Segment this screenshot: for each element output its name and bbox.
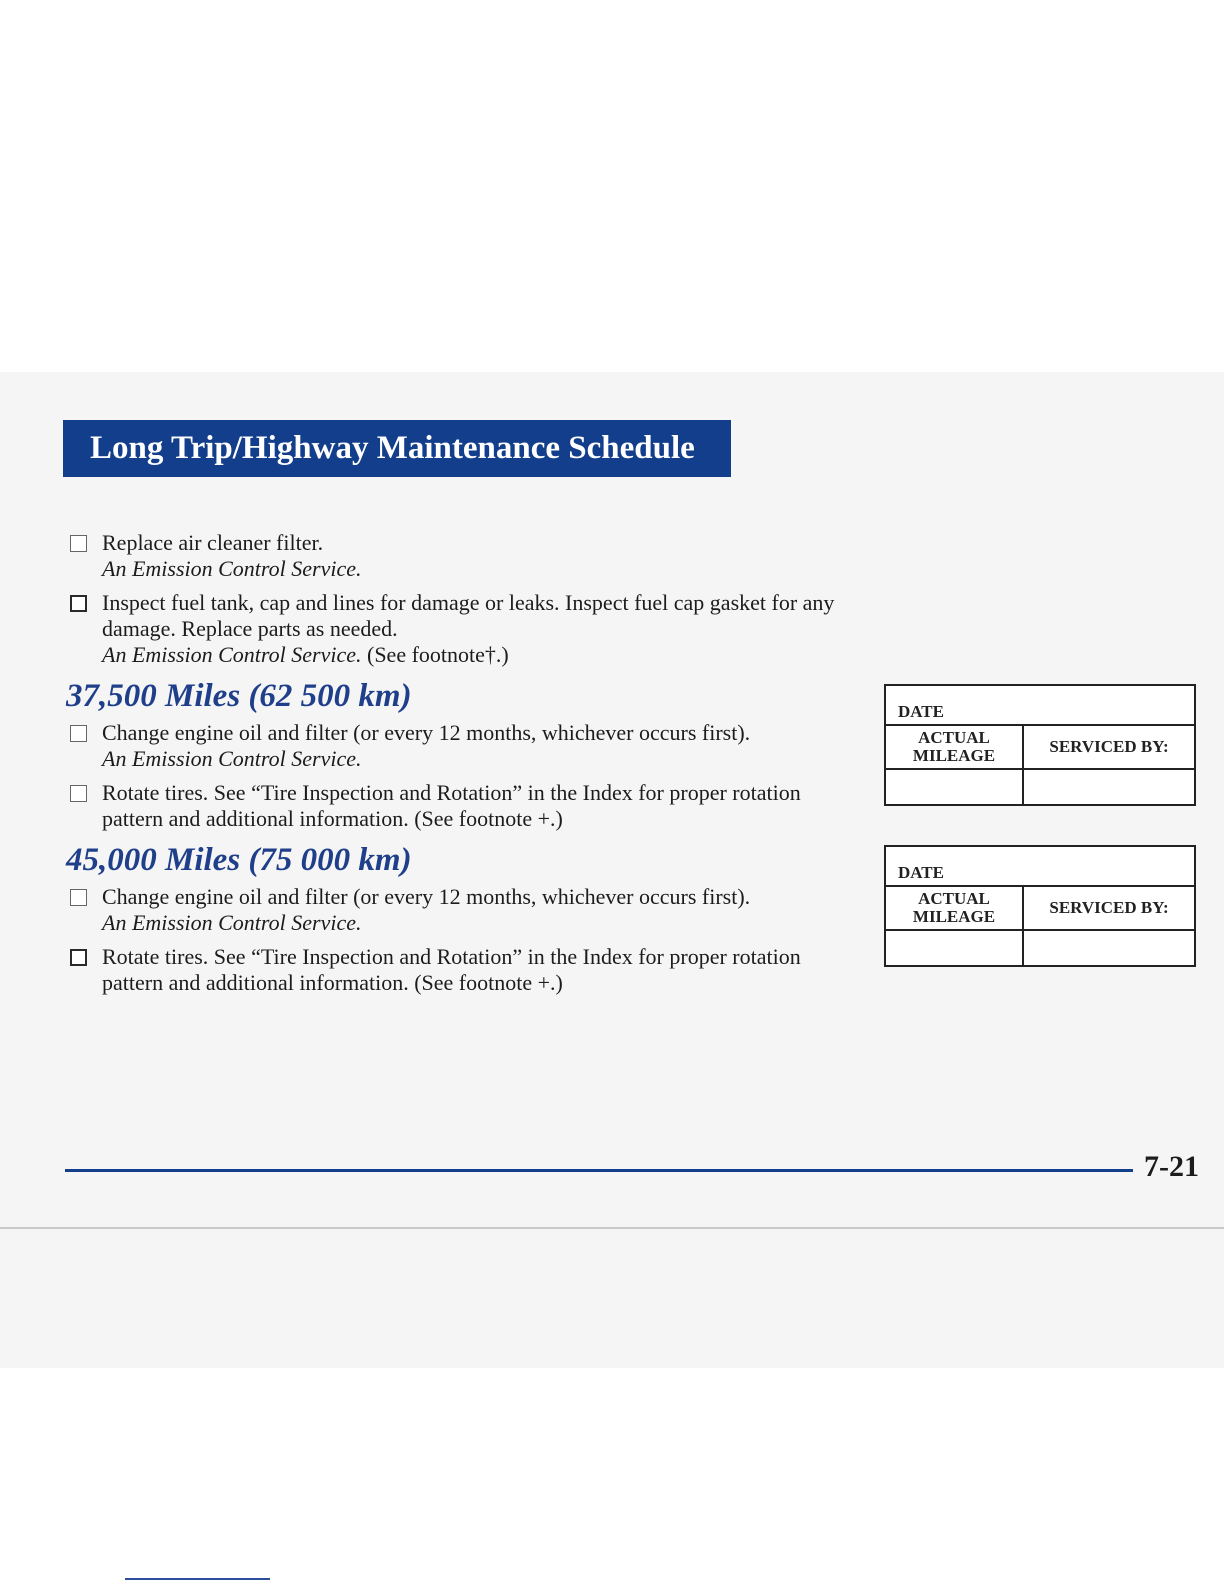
checkbox-icon[interactable]	[70, 595, 87, 612]
mileage-label	[885, 886, 1023, 930]
footnote-ref: (See footnote†.)	[361, 642, 509, 667]
item-text: Rotate tires. See “Tire Inspection and Rotation” in the Index for proper rotation pattern and additional information. (See footnote +.)	[102, 944, 801, 995]
checkbox-icon[interactable]	[70, 949, 87, 966]
checklist-item	[68, 944, 858, 996]
checklist-item	[68, 530, 858, 582]
mileage-label-line-2: MILEAGE	[912, 746, 996, 765]
mileage-label-line-1: ACTUAL	[918, 728, 990, 747]
checklist-item	[68, 884, 858, 936]
emission-note: An Emission Control Service.	[102, 556, 362, 581]
mileage-label	[885, 725, 1023, 769]
item-text: Replace air cleaner filter.	[102, 530, 324, 555]
section-heading-45000: 45,000 Miles (75 000 km)	[66, 842, 412, 878]
serviced-by-entry-field[interactable]	[1023, 930, 1195, 966]
mileage-entry-field[interactable]	[885, 930, 1023, 966]
mileage-label-line-2: MILEAGE	[912, 907, 996, 926]
page-title: Long Trip/Highway Maintenance Schedule	[63, 420, 731, 477]
checkbox-icon[interactable]	[70, 785, 87, 802]
mileage-label-line-1: ACTUAL	[918, 889, 990, 908]
checkbox-icon[interactable]	[70, 889, 87, 906]
schedule-content	[68, 530, 858, 1004]
serviced-by-entry-field[interactable]	[1023, 769, 1195, 805]
service-log-table-45000	[884, 845, 1196, 967]
item-text: Inspect fuel tank, cap and lines for damage or leaks. Inspect fuel cap gasket for any damage. Replace parts as needed.	[102, 590, 835, 641]
checklist-item	[68, 780, 858, 832]
checklist-item	[68, 590, 858, 668]
serviced-by-label: SERVICED BY:	[1023, 886, 1195, 930]
item-text: Rotate tires. See “Tire Inspection and Rotation” in the Index for proper rotation pattern and additional information. (See footnote +.)	[102, 780, 801, 831]
emission-note: An Emission Control Service.	[102, 746, 362, 771]
footer-rule	[65, 1169, 1133, 1172]
emission-line	[102, 642, 858, 668]
checkbox-icon[interactable]	[70, 535, 87, 552]
emission-note: An Emission Control Service.	[102, 910, 362, 935]
section-heading-37500: 37,500 Miles (62 500 km)	[66, 678, 412, 714]
emission-note: An Emission Control Service.	[102, 642, 362, 667]
date-field[interactable]: DATE	[885, 685, 1195, 725]
service-log-table-37500	[884, 684, 1196, 806]
date-field[interactable]: DATE	[885, 846, 1195, 886]
checklist-item	[68, 720, 858, 772]
serviced-by-label: SERVICED BY:	[1023, 725, 1195, 769]
item-text: Change engine oil and filter (or every 12 months, whichever occurs first).	[102, 884, 751, 909]
stray-rule	[125, 1578, 270, 1580]
mileage-entry-field[interactable]	[885, 769, 1023, 805]
item-text: Change engine oil and filter (or every 12 months, whichever occurs first).	[102, 720, 751, 745]
checkbox-icon[interactable]	[70, 725, 87, 742]
page-number: 7-21	[1144, 1150, 1199, 1183]
page-edge-shadow	[0, 1227, 1224, 1229]
